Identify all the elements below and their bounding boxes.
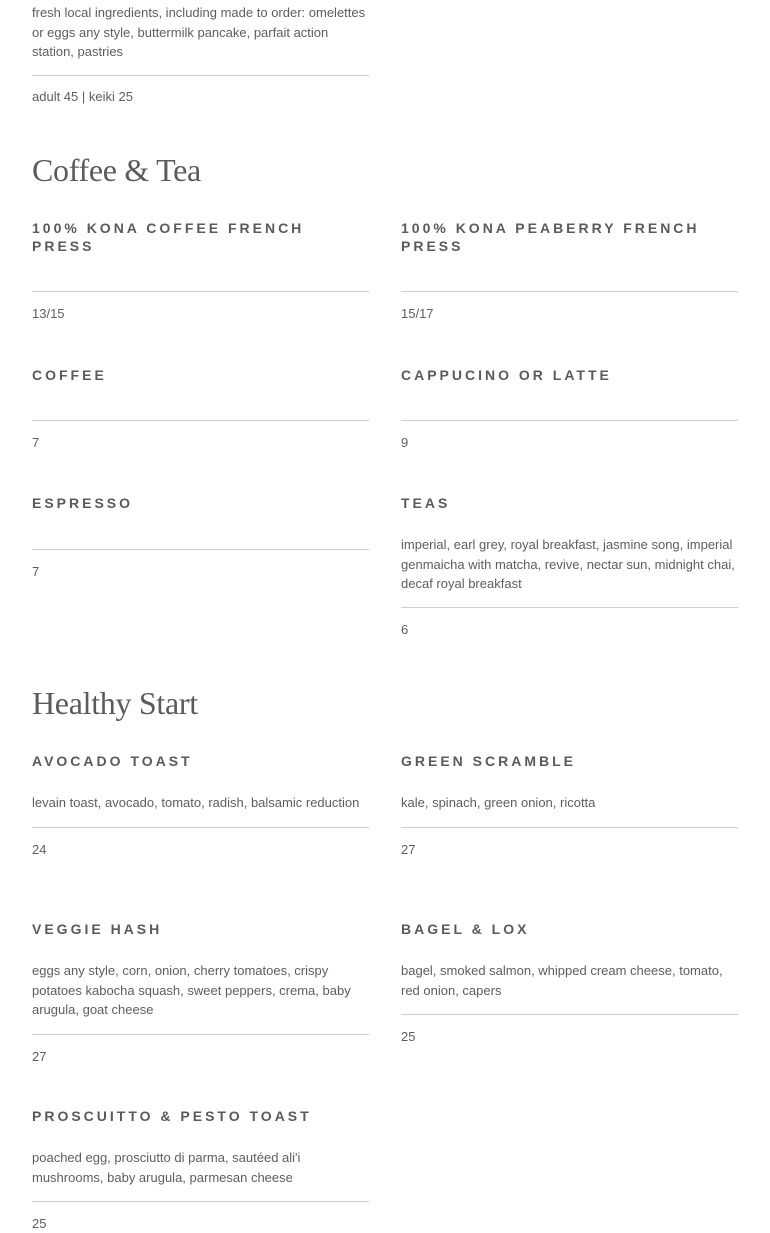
divider: [401, 291, 738, 292]
item-price: 24: [32, 841, 47, 857]
item-price: adult 45 | keiki 25: [32, 89, 133, 104]
menu-item-teas: [401, 494, 738, 639]
menu-item-green-scramble: [401, 752, 738, 859]
item-description: fresh local ingredients, including made to order: omelettes or eggs any style, buttermilk pancake, parfait action station, pastries: [32, 5, 366, 59]
item-name: CAPPUCINO OR LATTE: [401, 367, 612, 383]
item-description: eggs any style, corn, onion, cherry tomatoes, crispy potatoes kabocha squash, sweet peppers, crema, baby arugula, goat cheese: [32, 963, 351, 1017]
menu-item-veggie-hash: [32, 920, 369, 1066]
item-name: PROSCUITTO & PESTO TOAST: [32, 1108, 312, 1124]
menu-item-espresso: [32, 494, 369, 581]
item-price: 9: [401, 435, 409, 450]
item-name: ESPRESSO: [32, 495, 134, 511]
divider: [401, 1014, 738, 1015]
item-price: 27: [32, 1048, 47, 1064]
divider: [401, 827, 738, 828]
item-name: BAGEL & LOX: [401, 921, 530, 937]
menu-item-kona-peaberry-french-press: [401, 219, 738, 323]
item-price: 25: [32, 1216, 47, 1231]
item-name: TEAS: [401, 495, 451, 511]
item-price: 27: [401, 841, 416, 857]
item-name: AVOCADO TOAST: [32, 753, 193, 769]
item-price: 25: [401, 1029, 416, 1044]
item-name: 100% KONA COFFEE FRENCH PRESS: [32, 220, 305, 254]
section-title-healthy-start: Healthy Start: [32, 685, 198, 721]
item-name: GREEN SCRAMBLE: [401, 753, 577, 769]
menu-item-bagel-lox: [401, 920, 738, 1046]
item-price: 15/17: [401, 306, 434, 321]
item-description: levain toast, avocado, tomato, radish, balsamic reduction: [32, 795, 360, 810]
item-description: bagel, smoked salmon, whipped cream cheese, tomato, red onion, capers: [401, 963, 723, 998]
divider: [401, 607, 738, 608]
menu-item-coffee: [32, 366, 369, 452]
item-description: kale, spinach, green onion, ricotta: [401, 795, 596, 810]
item-price: 7: [32, 435, 40, 450]
item-name: 100% KONA PEABERRY FRENCH PRESS: [401, 220, 700, 254]
divider: [401, 420, 738, 421]
item-name: COFFEE: [32, 367, 107, 383]
divider: [32, 1201, 369, 1202]
item-price: 13/15: [32, 306, 65, 321]
divider: [32, 291, 369, 292]
section-title-coffee-tea: Coffee & Tea: [32, 152, 201, 188]
divider: [32, 549, 369, 550]
menu-item-avocado-toast: [32, 752, 369, 859]
divider: [32, 75, 369, 76]
item-price: 7: [32, 564, 40, 579]
menu-item-cappucino-or-latte: [401, 366, 738, 452]
item-description: imperial, earl grey, royal breakfast, jasmine song, imperial genmaicha with matcha, revive, nectar sun, midnight chai, decaf royal breakfast: [401, 537, 735, 591]
divider: [32, 827, 369, 828]
item-description: poached egg, prosciutto di parma, sautéed ali'i mushrooms, baby arugula, parmesan cheese: [32, 1150, 301, 1185]
item-price: 6: [401, 621, 409, 637]
menu-item-kona-coffee-french-press: [32, 219, 369, 323]
divider: [32, 420, 369, 421]
item-name: VEGGIE HASH: [32, 921, 163, 937]
divider: [32, 1034, 369, 1035]
menu-item-proscuitto-pesto-toast: [32, 1107, 369, 1233]
